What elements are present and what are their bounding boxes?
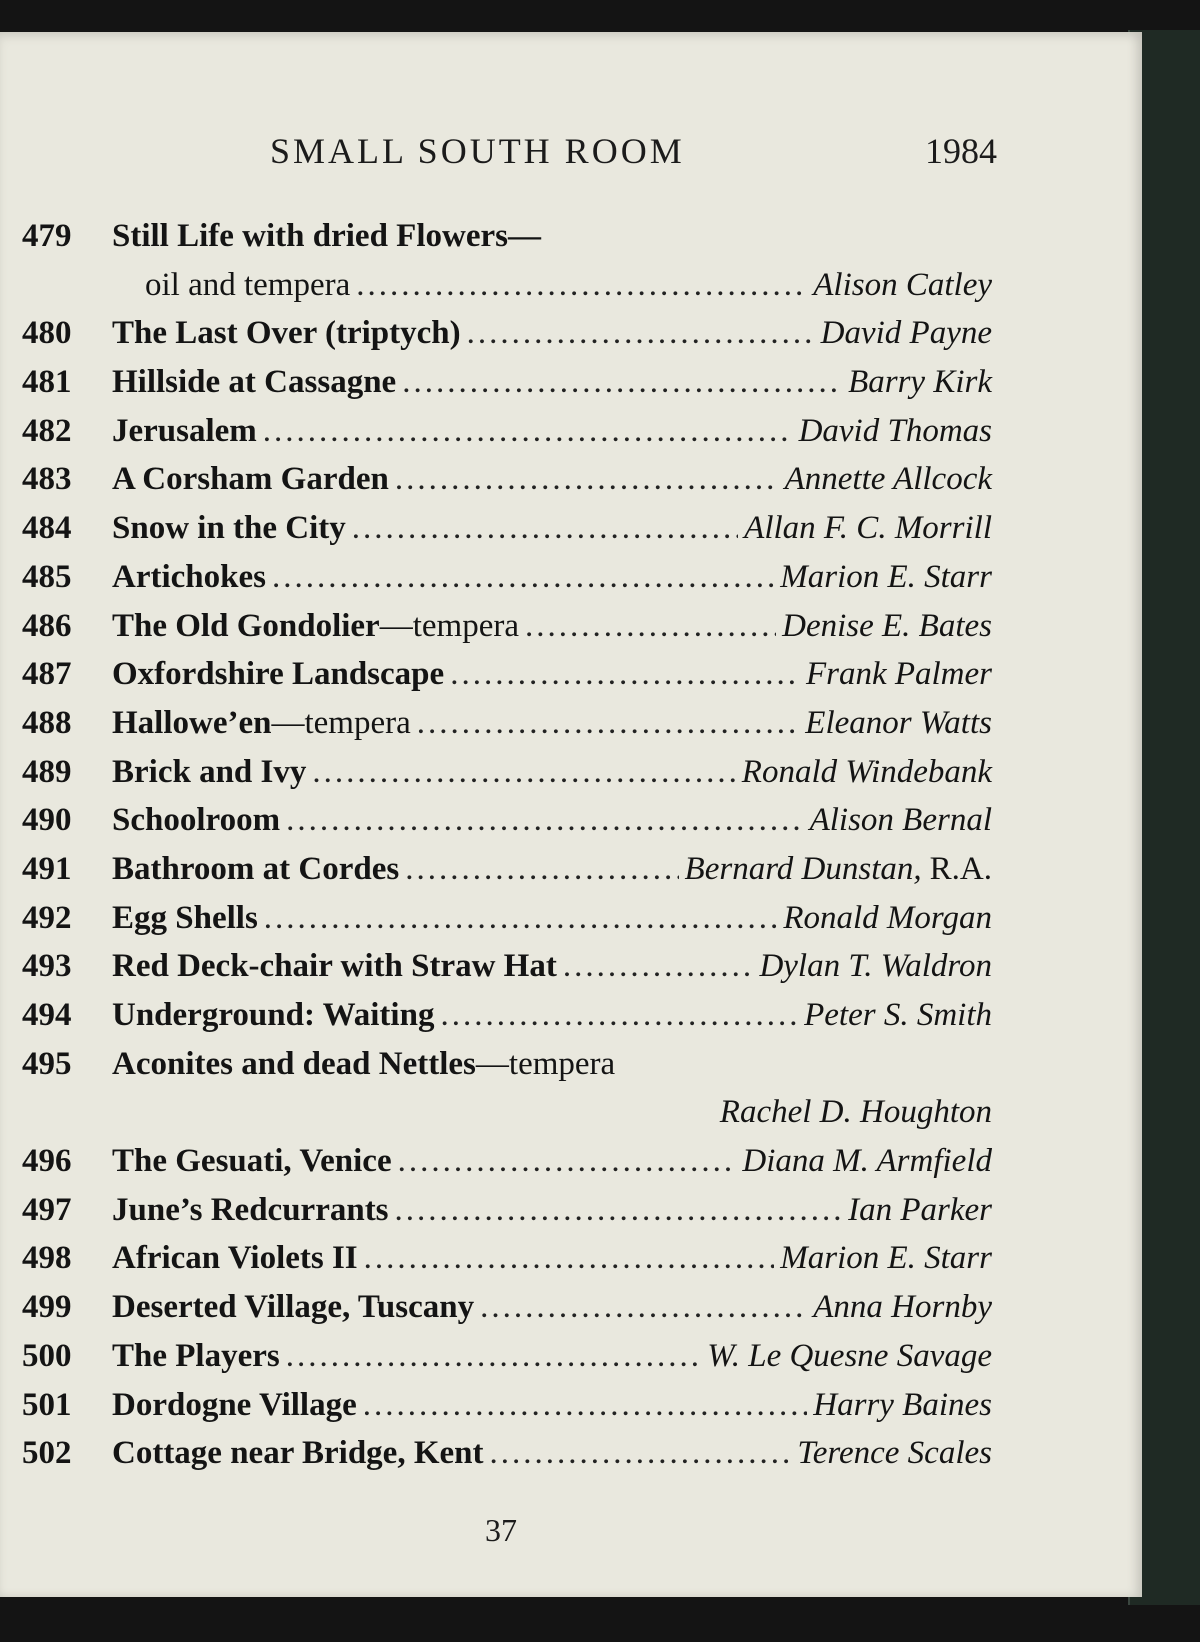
catalogue-entry — [0, 1090, 1142, 1139]
entry-line — [112, 461, 992, 498]
entry-line — [112, 1192, 992, 1229]
catalogue-entry — [0, 896, 1142, 945]
entry-number: 480 — [22, 315, 72, 352]
page-header — [0, 130, 1142, 180]
entry-title: June’s Redcurrants — [112, 1191, 389, 1228]
catalogue-entry — [0, 360, 1142, 409]
catalogue-entry — [0, 1334, 1142, 1383]
catalogue-entry — [0, 1285, 1142, 1334]
entry-title: Schoolroom — [112, 802, 281, 839]
entry-title: The Last Over (triptych) — [112, 315, 461, 352]
entry-list — [0, 214, 1142, 1480]
entry-number: 496 — [22, 1143, 72, 1180]
entry-title: Artichokes — [112, 558, 266, 595]
entry-artist: Allan F. C. Morrill — [744, 510, 992, 547]
entry-line — [112, 364, 992, 401]
entry-line — [112, 802, 992, 839]
catalogue-entry — [0, 944, 1142, 993]
entry-line — [112, 1435, 992, 1472]
dot-leader — [525, 608, 776, 645]
entry-title: Brick and Ivy — [112, 753, 307, 790]
entry-title: Bathroom at Cordes — [112, 850, 400, 887]
dot-leader — [264, 900, 778, 937]
entry-number: 486 — [22, 607, 72, 644]
entry-line — [112, 1143, 992, 1180]
entry-line — [112, 1046, 992, 1083]
entry-artist: Ronald Windebank — [741, 753, 992, 790]
page-number: 37 — [485, 1512, 517, 1548]
dot-leader — [352, 510, 738, 547]
entry-artist: Barry Kirk — [848, 364, 992, 401]
entry-line — [145, 267, 992, 304]
artist-honour: R.A. — [929, 850, 992, 887]
dot-leader — [286, 1338, 702, 1375]
catalogue-entry — [0, 263, 1142, 312]
entry-line — [112, 1289, 992, 1326]
entry-title: Hallowe’en — [112, 704, 272, 741]
entry-line — [112, 608, 992, 645]
entry-title: Red Deck-chair with Straw Hat — [112, 948, 557, 985]
entry-artist: W. Le Quesne Savage — [707, 1337, 992, 1374]
entry-number: 500 — [22, 1337, 72, 1374]
catalogue-entry — [0, 1139, 1142, 1188]
entry-number: 484 — [22, 510, 72, 547]
entry-artist: Dylan T. Waldron — [759, 948, 992, 985]
dot-leader — [395, 461, 779, 498]
entry-title: Dordogne Village — [112, 1386, 357, 1423]
entry-line — [112, 510, 992, 547]
entry-artist: Frank Palmer — [805, 656, 992, 693]
catalogue-entry — [0, 1188, 1142, 1237]
entry-title: African Violets II — [112, 1240, 358, 1277]
entry-line — [112, 1387, 992, 1424]
entry-number: 501 — [22, 1386, 72, 1423]
catalogue-entry — [0, 1042, 1142, 1091]
entry-number: 489 — [22, 753, 72, 790]
entry-artist: Eleanor Watts — [805, 704, 992, 741]
dot-leader — [364, 1240, 775, 1277]
dot-leader — [440, 997, 798, 1034]
catalogue-entry — [0, 457, 1142, 506]
entry-line — [112, 656, 992, 693]
entry-line — [112, 754, 992, 791]
entry-title: Underground: Waiting — [112, 997, 435, 1033]
dot-leader — [312, 754, 735, 791]
catalogue-entry — [0, 1383, 1142, 1432]
entry-line — [112, 315, 992, 352]
entry-artist: Ian Parker — [848, 1191, 992, 1228]
dot-leader — [480, 1289, 807, 1326]
entry-artist: Alison Catley — [813, 266, 992, 303]
dot-leader — [450, 656, 800, 693]
entry-title: A Corsham Garden — [112, 461, 389, 498]
entry-title: Snow in the City — [112, 510, 346, 547]
catalogue-entry — [0, 214, 1142, 263]
entry-number: 481 — [22, 364, 72, 401]
catalogue-entry — [0, 701, 1142, 750]
entry-line — [112, 413, 992, 450]
dot-leader — [417, 705, 800, 742]
entry-title: Jerusalem — [112, 412, 257, 449]
entry-medium: —tempera — [379, 607, 519, 644]
entry-number: 495 — [22, 1045, 72, 1082]
entry-artist: Terence Scales — [797, 1435, 992, 1472]
entry-number: 497 — [22, 1191, 72, 1228]
entry-title: Oxfordshire Landscape — [112, 656, 445, 693]
room-title: SMALL SOUTH ROOM — [270, 131, 685, 171]
entry-medium: oil and tempera — [145, 266, 351, 303]
entry-artist: Denise E. Bates — [782, 607, 992, 644]
catalogue-page — [0, 32, 1142, 1597]
entry-line — [112, 948, 992, 985]
dot-leader — [490, 1435, 792, 1472]
entry-number: 487 — [22, 656, 72, 693]
entry-number: 498 — [22, 1240, 72, 1277]
dot-leader — [467, 315, 815, 352]
catalogue-entry — [0, 1236, 1142, 1285]
entry-number: 483 — [22, 461, 72, 498]
dot-leader — [356, 267, 807, 304]
entry-medium: —tempera — [475, 1045, 616, 1082]
entry-title: Egg Shells — [112, 899, 258, 936]
entry-medium: —tempera — [271, 704, 411, 741]
entry-title: Deserted Village, Tuscany — [112, 1289, 475, 1326]
entry-title: The Gesuati, Venice — [112, 1143, 392, 1180]
dot-leader — [395, 1192, 843, 1229]
entry-artist: Annette Allcock — [784, 461, 992, 498]
entry-artist: Alison Bernal — [809, 802, 992, 839]
dot-leader — [272, 559, 774, 596]
entry-line — [112, 705, 992, 742]
entry-number: 493 — [22, 948, 72, 985]
entry-number: 499 — [22, 1289, 72, 1326]
entry-number: 479 — [22, 218, 72, 254]
catalogue-entry — [0, 847, 1142, 896]
entry-artist: Ronald Morgan — [783, 899, 992, 936]
entry-line — [112, 997, 992, 1034]
dot-leader — [263, 413, 793, 450]
entry-artist: Anna Hornby — [813, 1289, 992, 1326]
dot-leader — [398, 1143, 737, 1180]
catalogue-entry — [0, 409, 1142, 458]
catalogue-year: 1984 — [925, 131, 997, 171]
entry-number: 492 — [22, 899, 72, 936]
entry-line — [112, 851, 992, 888]
entry-number: 490 — [22, 802, 72, 839]
catalogue-entry — [0, 798, 1142, 847]
dot-leader — [402, 364, 842, 401]
entry-artist: Diana M. Armfield — [742, 1143, 992, 1180]
entry-line — [112, 1094, 992, 1131]
entry-number: 482 — [22, 412, 72, 449]
entry-artist: Harry Baines — [813, 1386, 992, 1423]
entry-line — [112, 559, 992, 596]
dot-leader — [563, 948, 754, 985]
entry-artist: Rachel D. Houghton — [719, 1094, 992, 1131]
catalogue-entry — [0, 993, 1142, 1042]
entry-artist: Peter S. Smith — [804, 997, 992, 1033]
catalogue-entry — [0, 555, 1142, 604]
entry-number: 491 — [22, 850, 72, 887]
entry-artist: Marion E. Starr — [780, 558, 992, 595]
dot-leader — [286, 802, 804, 839]
catalogue-entry — [0, 604, 1142, 653]
entry-number: 494 — [22, 997, 72, 1033]
entry-number: 488 — [22, 704, 72, 741]
entry-number: 502 — [22, 1435, 72, 1472]
entry-line — [112, 900, 992, 937]
entry-title: Aconites and dead Nettles — [112, 1045, 476, 1082]
entry-line — [112, 1240, 992, 1277]
entry-line — [112, 218, 992, 255]
entry-title: Hillside at Cassagne — [112, 364, 397, 401]
entry-artist: David Thomas — [798, 412, 992, 449]
entry-artist: Marion E. Starr — [780, 1240, 992, 1277]
entry-artist: David Payne — [820, 315, 992, 352]
entry-title: Still Life with dried Flowers— — [112, 218, 541, 254]
entry-number: 485 — [22, 558, 72, 595]
catalogue-entry — [0, 506, 1142, 555]
dot-leader — [405, 851, 678, 888]
catalogue-entry — [0, 652, 1142, 701]
entry-title: The Old Gondolier — [112, 607, 380, 644]
dot-leader — [363, 1387, 808, 1424]
entry-title: The Players — [112, 1337, 280, 1374]
entry-artist: Bernard Dunstan, — [684, 850, 922, 887]
entry-title: Cottage near Bridge, Kent — [112, 1435, 484, 1472]
entry-line — [112, 1338, 992, 1375]
catalogue-entry — [0, 750, 1142, 799]
catalogue-entry — [0, 311, 1142, 360]
catalogue-entry — [0, 1431, 1142, 1480]
